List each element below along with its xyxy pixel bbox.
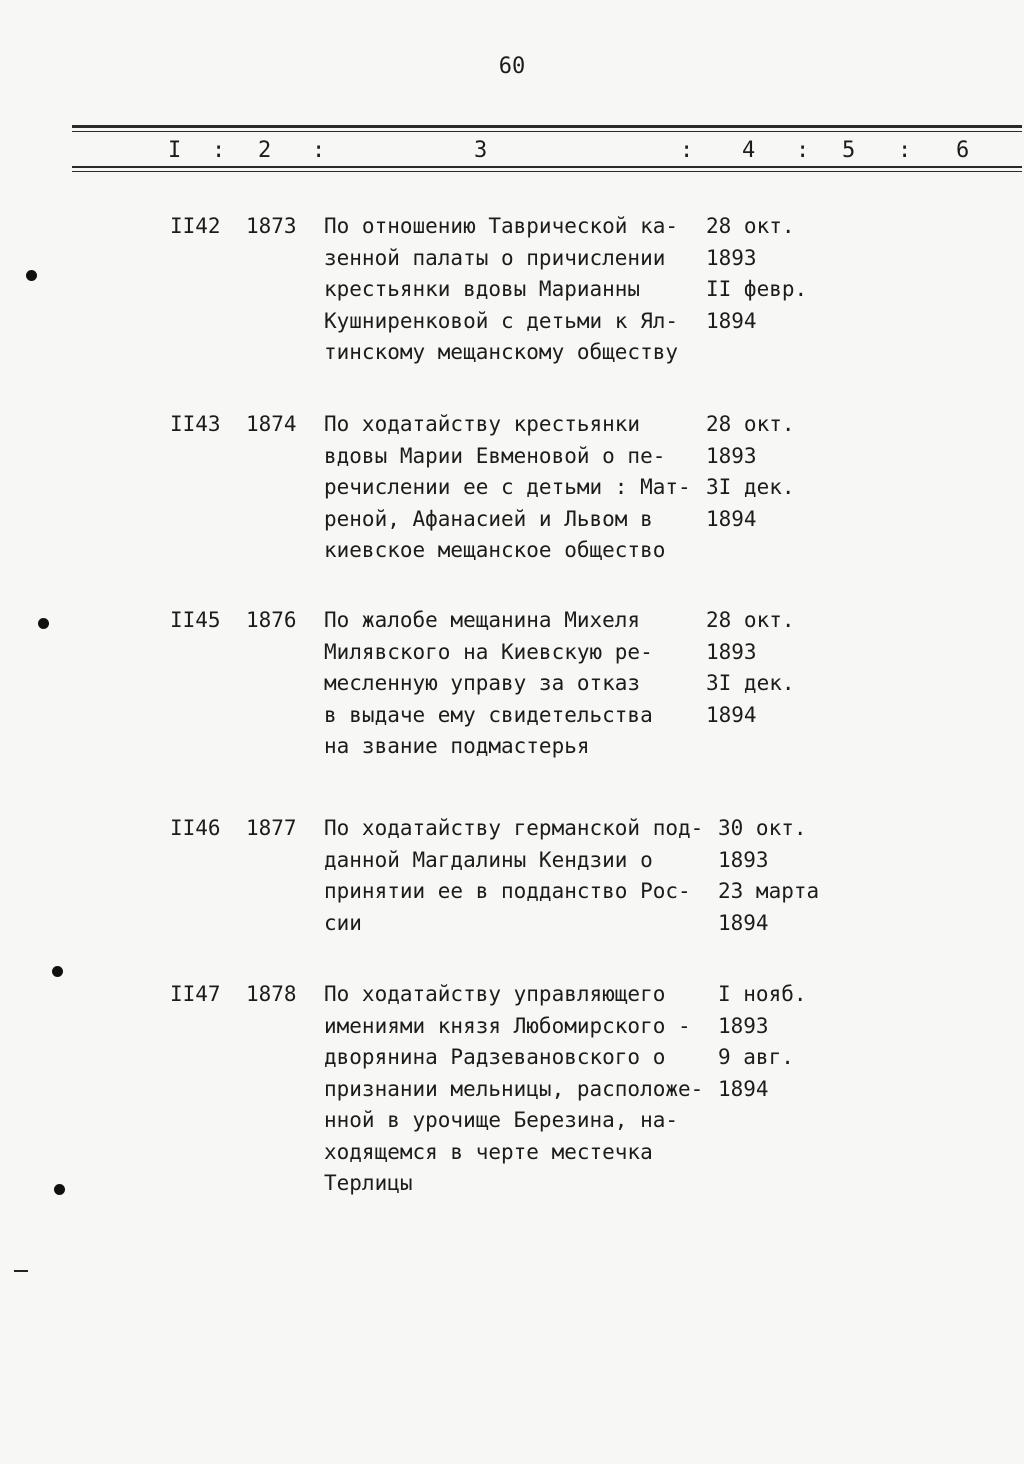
date-line: 1894 (706, 702, 757, 727)
binding-hole-mark (52, 966, 63, 977)
case-number: 1873 (246, 214, 297, 238)
case-title-line: данной Магдалины Кендзии о (324, 847, 653, 872)
column-header-2: 2 (258, 138, 272, 163)
binding-hole-mark (38, 618, 49, 629)
case-number: 1878 (246, 982, 297, 1006)
date-line: 28 окт. (706, 214, 795, 238)
column-separator: : (312, 138, 326, 163)
case-title-line: зенной палаты о причислении (324, 245, 666, 270)
case-title-line: Милявского на Киевскую ре- (324, 639, 653, 664)
date-line: 1893 (706, 443, 757, 468)
date-line: I нояб. (718, 982, 807, 1006)
date-line: 30 окт. (718, 816, 807, 840)
case-title-line: реной, Афанасией и Львом в (324, 506, 653, 531)
case-number: 1874 (246, 412, 297, 436)
header-rule-bottom (72, 166, 1022, 168)
case-title-line: Кушниренковой с детьми к Ял- (324, 308, 679, 333)
case-title-line: месленную управу за отказ (324, 671, 641, 695)
binding-hole-mark (26, 270, 37, 281)
case-title-line: Терлицы (324, 1171, 413, 1195)
case-title-line: речислении ее с детьми : Мат- (324, 475, 691, 499)
header-rule-top-thin (72, 131, 1022, 132)
date-line: 9 авг. (718, 1045, 794, 1069)
case-title-line: тинскому мещанскому обществу (324, 340, 679, 364)
date-line: 1893 (718, 1013, 769, 1038)
column-header-1: I (168, 138, 182, 163)
case-title-line: сии (324, 910, 362, 935)
date-line: 1894 (718, 1076, 769, 1101)
date-line: 23 марта (718, 879, 820, 903)
case-title-line: По ходатайству крестьянки (324, 412, 641, 436)
record-number: II43 (170, 412, 221, 436)
page-number: 60 (498, 54, 526, 79)
record-number: II42 (170, 214, 221, 238)
case-title-line: в выдаче ему свидетельства (324, 702, 653, 727)
date-line: 28 окт. (706, 608, 795, 632)
case-title-line: на звание подмастерья (324, 734, 590, 758)
case-number: 1877 (246, 816, 297, 840)
column-separator: : (680, 138, 694, 163)
record-number: II46 (170, 816, 221, 840)
case-title-line: нной в урочище Березина, на- (324, 1108, 679, 1132)
header-rule-bottom-thin (72, 171, 1022, 172)
date-line: 1893 (706, 639, 757, 664)
case-title-line: киевское мещанское общество (324, 538, 666, 562)
case-title-line: По отношению Таврической ка- (324, 214, 679, 238)
date-line: 1894 (706, 506, 757, 531)
date-line: 3I дек. (706, 671, 795, 695)
date-line: 3I дек. (706, 475, 795, 499)
column-header-4: 4 (742, 138, 756, 163)
case-title-line: дворянина Радзевановского о (324, 1045, 666, 1069)
case-title-line: По ходатайству германской под- (324, 816, 704, 840)
date-line: 1894 (718, 910, 769, 935)
case-title-line: признании мельницы, расположе- (324, 1076, 704, 1101)
case-title-line: крестьянки вдовы Марианны (324, 277, 641, 301)
binding-hole-mark (54, 1184, 65, 1195)
record-number: II47 (170, 982, 221, 1006)
case-title-line: По жалобе мещанина Михеля (324, 608, 641, 632)
column-separator: : (212, 138, 226, 163)
date-line: 1893 (718, 847, 769, 872)
date-line: 28 окт. (706, 412, 795, 436)
case-number: 1876 (246, 608, 297, 632)
column-separator: : (898, 138, 912, 163)
header-rule-top (72, 125, 1022, 128)
case-title-line: принятии ее в подданство Рос- (324, 879, 691, 903)
case-title-line: имениями князя Любомирского - (324, 1013, 691, 1038)
column-header-6: 6 (956, 138, 970, 163)
column-separator: : (796, 138, 810, 163)
margin-dash-mark (14, 1270, 28, 1272)
column-header-5: 5 (842, 138, 856, 163)
date-line: II февр. (706, 277, 808, 301)
case-title-line: По ходатайству управляющего (324, 982, 666, 1006)
column-header-3: 3 (474, 138, 488, 163)
case-title-line: вдовы Марии Евменовой о пе- (324, 443, 666, 468)
record-number: II45 (170, 608, 221, 632)
date-line: 1894 (706, 308, 757, 333)
date-line: 1893 (706, 245, 757, 270)
case-title-line: ходящемся в черте местечка (324, 1139, 653, 1164)
